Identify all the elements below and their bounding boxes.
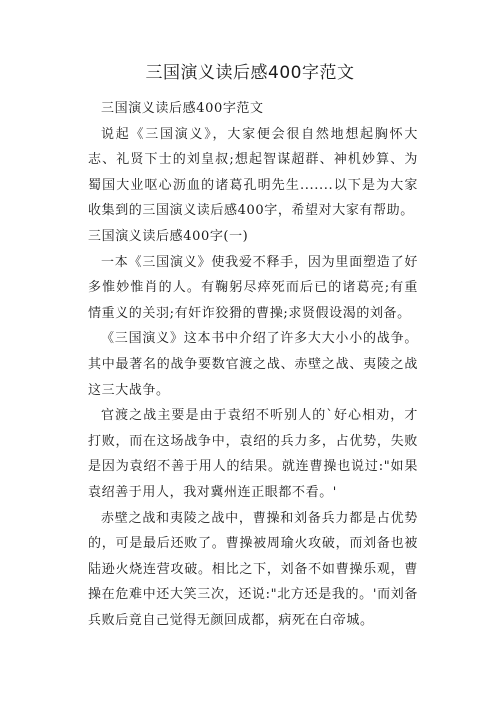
paragraph: 官渡之战主要是由于袁绍不听别人的`好心相劝，才打败，而在这场战争中，袁绍的兵力多，占优势，失败是因为袁绍不善于用人的结果。就连曹操也说过:"如果袁绍善于用人，我对冀州连正眼都不看。' <box>88 408 418 500</box>
paragraph: 一本《三国演义》使我爱不释手，因为里面塑造了好多惟妙惟肖的人。有鞠躬尽瘁死而后已的诸葛亮;有重情重义的关羽;有奸诈狡猾的曹操;求贤假设渴的刘备。 <box>88 254 418 321</box>
paragraph: 赤壁之战和夷陵之战中，曹操和刘备兵力都是占优势的，可是最后还败了。曹操被周瑜火攻破，而刘备也被陆逊火烧连营攻破。相比之下，刘备不如曹操乐观，曹操在危难中还大笑三次，还说:"北方还是我的。'而刘备兵败后竟自己觉得无颜回成都，病死在白帝城。 <box>88 510 418 628</box>
paragraph: 说起《三国演义》，大家便会很自然地想起胸怀大志、礼贤下士的刘皇叔;想起智谋超群、神机妙算、为蜀国大业呕心沥血的诸葛孔明先生.......以下是为大家收集到的三国演义读后感400字，希望对大家有帮助。 <box>88 126 418 219</box>
paragraph: 三国演义读后感400字范文 <box>101 101 264 116</box>
document-body <box>88 96 418 633</box>
paragraph: 《三国演义》这本书中介绍了许多大大小小的战争。其中最著名的战争要数官渡之战、赤壁之战、夷陵之战这三大战争。 <box>88 331 418 398</box>
paragraph: 三国演义读后感400字(一) <box>88 228 249 244</box>
document-title: 三国演义读后感400字范文 <box>145 63 355 83</box>
